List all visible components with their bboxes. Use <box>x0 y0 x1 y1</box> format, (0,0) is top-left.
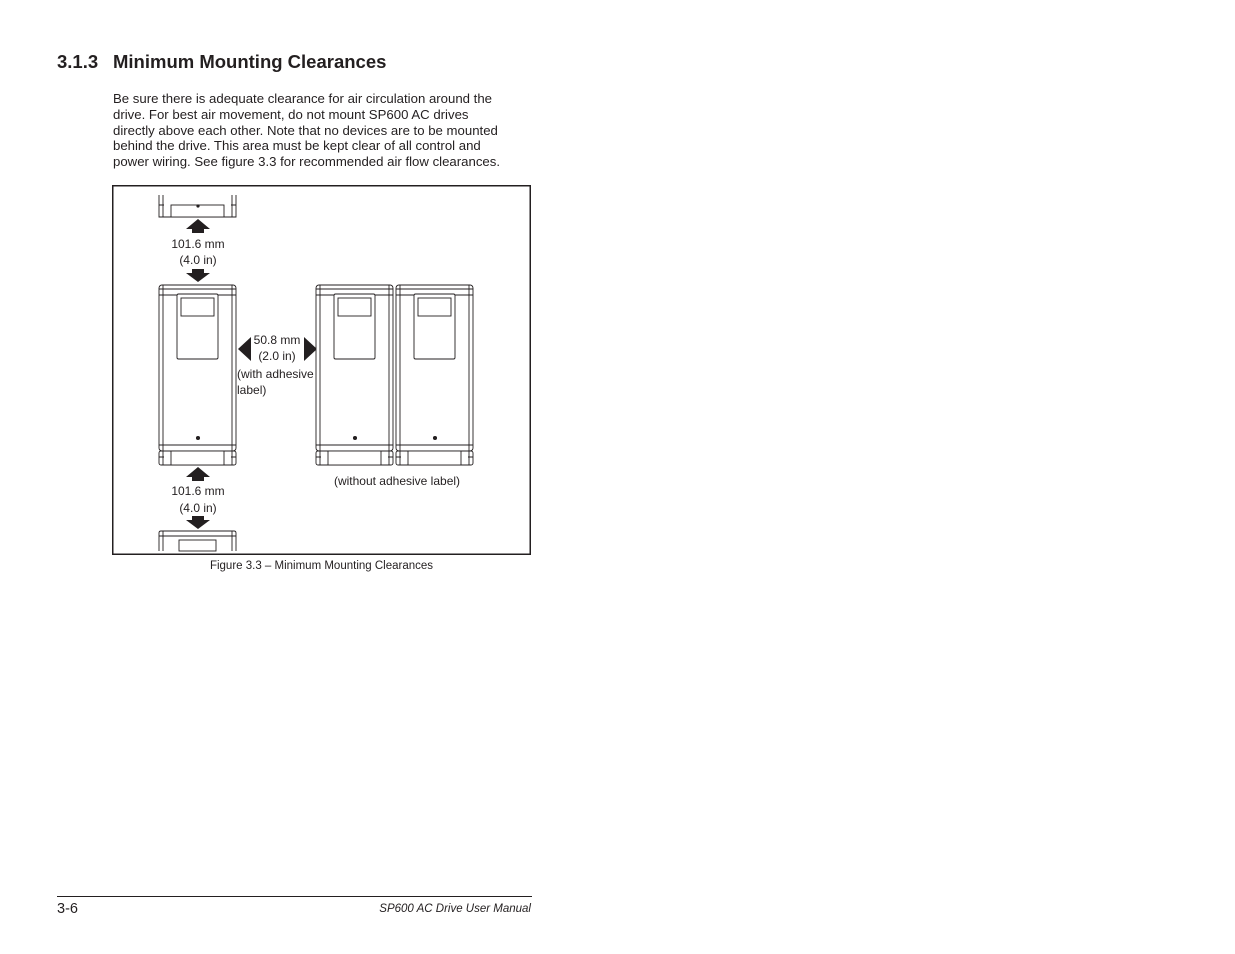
paragraph-line: power wiring. See figure 3.3 for recommended air flow clearances. <box>113 154 501 170</box>
adjacent-drive-left-bottom <box>316 451 393 465</box>
main-drive-bottom <box>159 451 236 465</box>
adjacent-drive-right-bottom <box>396 451 473 465</box>
arrow-down-icon <box>186 516 210 529</box>
paragraph-line: directly above each other. Note that no devices are to be mounted <box>113 122 498 138</box>
top-clearance-in: (4.0 in) <box>179 253 217 267</box>
manual-title: SP600 AC Drive User Manual <box>379 903 531 915</box>
arrow-left-icon <box>238 337 251 361</box>
paragraph-line: Be sure there is adequate clearance for air circulation around the <box>113 91 492 106</box>
bottom-clearance-mm: 101.6 mm <box>171 484 225 498</box>
section-title: Minimum Mounting Clearances <box>113 51 387 72</box>
side-clearance-in: (2.0 in) <box>258 349 296 363</box>
figure-caption: Figure 3.3 – Minimum Mounting Clearances <box>209 560 434 572</box>
no-label-note: (without adhesive label) <box>333 474 461 488</box>
adjacent-drive-right <box>396 285 473 451</box>
arrow-down-icon <box>186 269 210 282</box>
bottom-clearance-in: (4.0 in) <box>179 501 217 515</box>
upper-drive-partial <box>159 195 236 217</box>
side-clearance-mm: 50.8 mm <box>253 333 301 347</box>
mounting-clearance-figure <box>112 185 531 555</box>
section-number: 3.1.3 <box>57 51 99 72</box>
paragraph-line: drive. For best air movement, do not mount SP600 AC drives <box>113 106 469 122</box>
section-heading <box>57 51 386 73</box>
main-drive <box>159 285 236 451</box>
side-clearance-note-1: (with adhesive <box>237 367 314 381</box>
body-paragraph <box>113 91 533 170</box>
lower-drive-partial <box>159 531 236 551</box>
adjacent-drive-left <box>316 285 393 451</box>
paragraph-line: behind the drive. This area must be kept clear of all control and <box>113 138 481 154</box>
arrow-right-icon <box>304 337 317 361</box>
footer-rule <box>57 896 532 897</box>
page-number: 3-6 <box>57 901 78 917</box>
arrow-up-icon <box>186 467 210 481</box>
top-clearance-mm: 101.6 mm <box>171 237 225 251</box>
side-clearance-note-2: label) <box>237 383 267 397</box>
arrow-up-icon <box>186 219 210 233</box>
